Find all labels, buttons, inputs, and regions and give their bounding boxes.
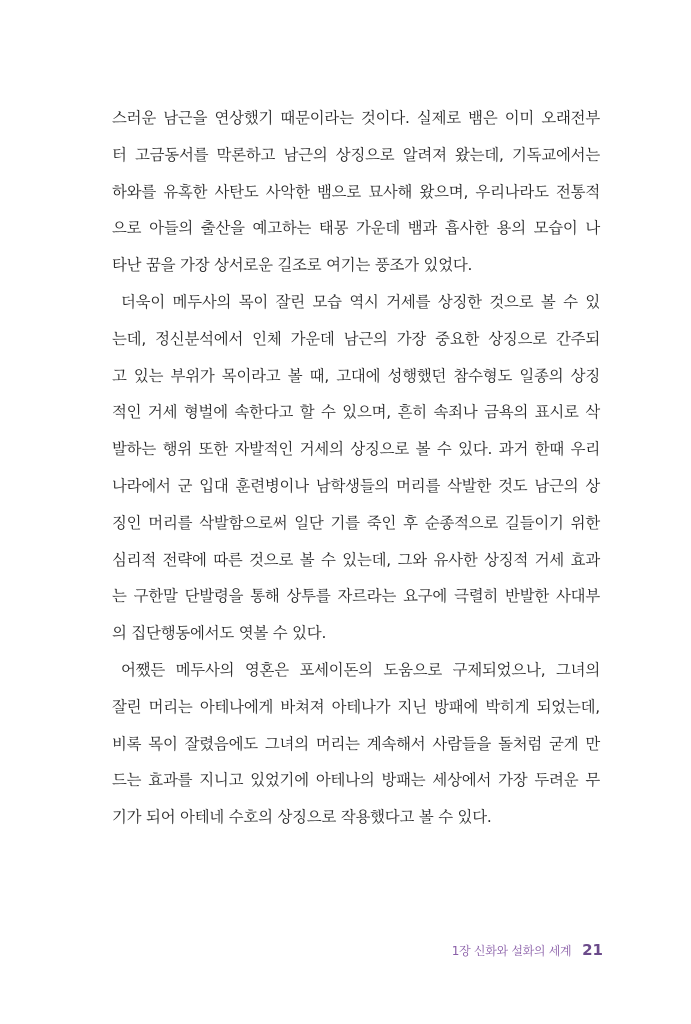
text-line: 고 있는 부위가 목이라고 볼 때, 고대에 성행했던 참수형도 일종의 상징 [112, 366, 600, 385]
text-line: 터 고금동서를 막론하고 남근의 상징으로 알려져 왔는데, 기독교에서는 [112, 145, 600, 164]
text-line: 으로 아들의 출산을 예고하는 태몽 가운데 뱀과 흡사한 용의 모습이 나 [112, 219, 600, 238]
page-footer [452, 941, 603, 959]
text-line: 어쨌든 메두사의 영혼은 포세이돈의 도움으로 구제되었으나, 그녀의 [121, 660, 600, 679]
text-line: 스러운 남근을 연상했기 때문이라는 것이다. 실제로 뱀은 이미 오래전부 [112, 109, 600, 127]
paragraph [112, 652, 600, 836]
paragraph [112, 100, 600, 284]
text-line: 하와를 유혹한 사탄도 사악한 뱀으로 묘사해 왔으며, 우리나라도 전통적 [112, 182, 600, 201]
text-line: 기가 되어 아테네 수호의 상징으로 작용했다고 볼 수 있다. [112, 808, 492, 827]
text-line: 타난 꿈을 가장 상서로운 길조로 여기는 풍조가 있었다. [112, 256, 473, 275]
text-line: 비록 목이 잘렸음에도 그녀의 머리는 계속해서 사람들을 돌처럼 굳게 만 [112, 734, 600, 753]
text-line: 적인 거세 형벌에 속한다고 할 수 있으며, 흔히 속죄나 금욕의 표시로 삭 [112, 403, 600, 422]
text-line: 드는 효과를 지니고 있었기에 아테나의 방패는 세상에서 가장 두려운 무 [112, 771, 600, 790]
text-line: 징인 머리를 삭발함으로써 일단 기를 죽인 후 순종적으로 길들이기 위한 [112, 513, 600, 532]
text-line: 는 구한말 단발령을 통해 상투를 자르라는 요구에 극렬히 반발한 사대부 [112, 587, 600, 606]
body-text [112, 100, 600, 836]
text-line: 나라에서 군 입대 훈련병이나 남학생들의 머리를 삭발한 것도 남근의 상 [112, 476, 600, 495]
text-line: 잘린 머리는 아테나에게 바쳐져 아테나가 지닌 방패에 박히게 되었는데, [112, 697, 600, 716]
text-line: 심리적 전략에 따른 것으로 볼 수 있는데, 그와 유사한 상징적 거세 효과 [112, 550, 600, 569]
page-number: 21 [582, 941, 603, 959]
text-line: 는데, 정신분석에서 인체 가운데 남근의 가장 중요한 상징으로 간주되 [112, 329, 600, 348]
paragraph [112, 284, 600, 652]
text-line: 발하는 행위 또한 자발적인 거세의 상징으로 볼 수 있다. 과거 한때 우리 [112, 440, 600, 459]
text-line: 의 집단행동에서도 엿볼 수 있다. [112, 624, 327, 643]
text-line: 더욱이 메두사의 목이 잘린 모습 역시 거세를 상징한 것으로 볼 수 있 [121, 292, 600, 311]
chapter-title: 1장 신화와 설화의 세계 [451, 944, 572, 958]
